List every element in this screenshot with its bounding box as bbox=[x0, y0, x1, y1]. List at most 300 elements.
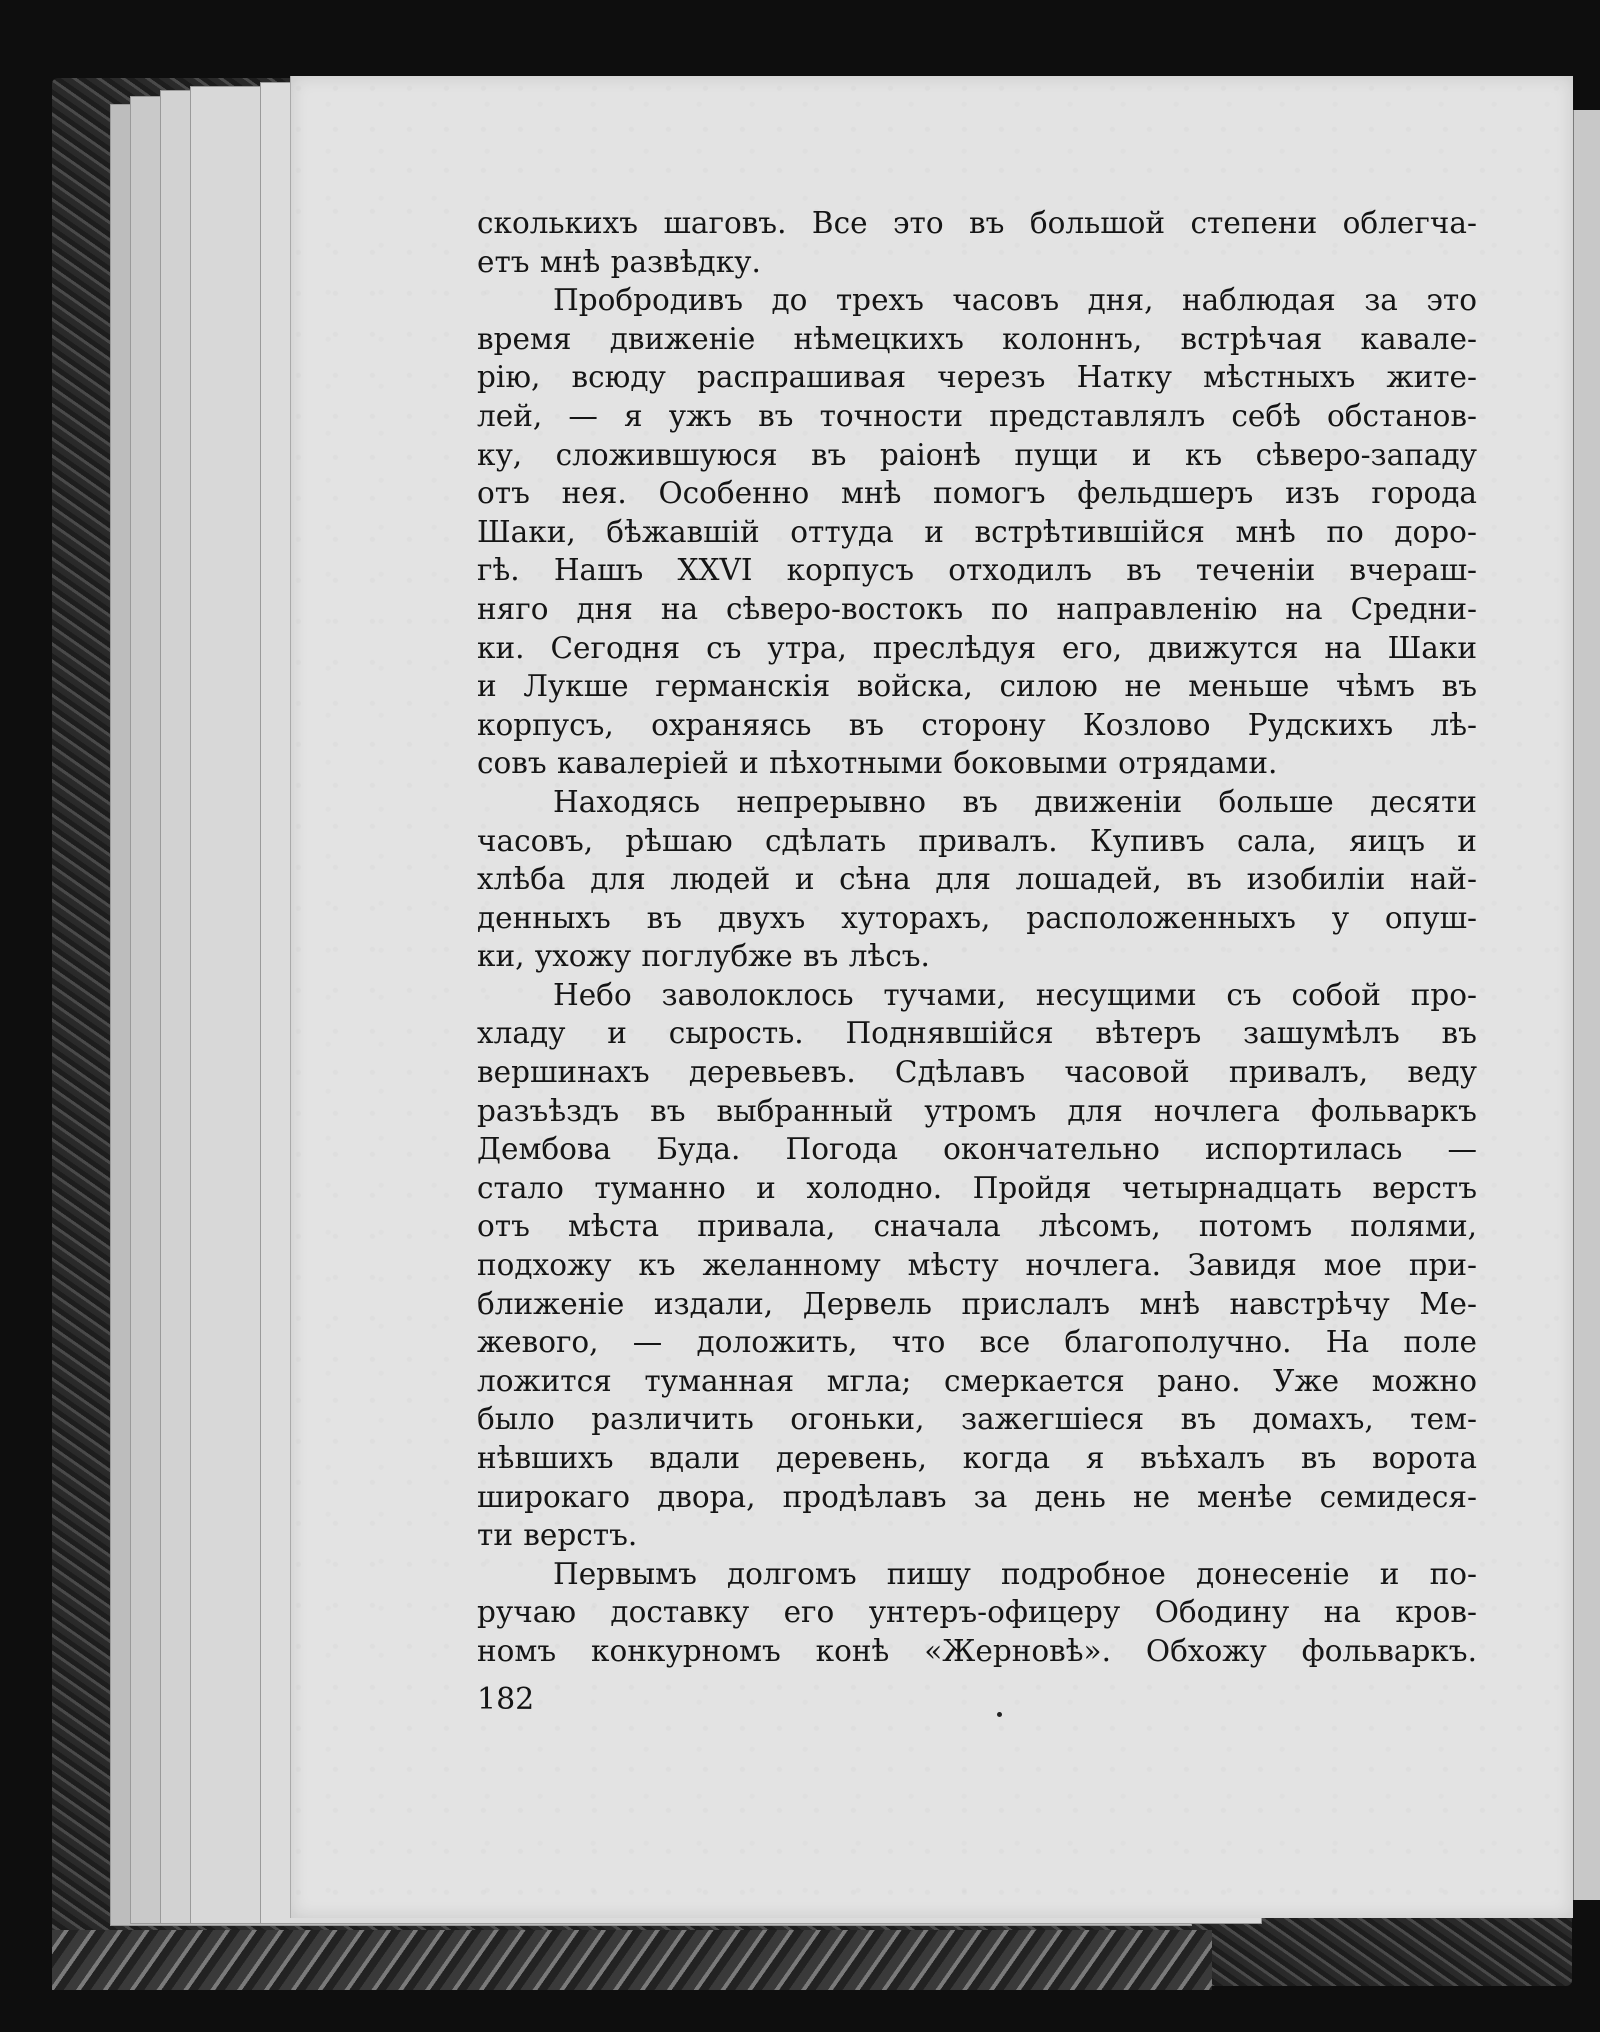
word: бѣжавшій bbox=[606, 514, 760, 549]
word: Завидя bbox=[1187, 1248, 1297, 1283]
word: Пройдя bbox=[972, 1170, 1092, 1205]
text-line bbox=[477, 822, 1477, 861]
word: ручаю bbox=[477, 1595, 577, 1630]
word: часовъ bbox=[952, 283, 1060, 318]
word: разъѣздъ bbox=[477, 1093, 620, 1128]
word: вершинахъ bbox=[477, 1055, 650, 1090]
word: рано. bbox=[1157, 1363, 1241, 1398]
word: издали, bbox=[653, 1286, 774, 1321]
word: представлялъ bbox=[989, 398, 1206, 433]
word: ки, bbox=[477, 939, 525, 974]
page-body-text bbox=[477, 204, 1477, 1671]
word: германскія bbox=[655, 669, 831, 704]
word: чѣмъ bbox=[1335, 669, 1415, 704]
word: На bbox=[1325, 1325, 1370, 1360]
word: — bbox=[1447, 1132, 1477, 1167]
word: Рудскихъ bbox=[1247, 707, 1394, 742]
word: мѣста bbox=[567, 1209, 660, 1244]
text-line bbox=[477, 1516, 1477, 1555]
word: облегча- bbox=[1342, 206, 1477, 240]
word: вчераш- bbox=[1349, 553, 1477, 588]
word: рію, bbox=[477, 360, 541, 395]
word: за bbox=[1364, 283, 1398, 318]
page-number: 182 bbox=[477, 1682, 535, 1717]
word: въ bbox=[1441, 669, 1477, 704]
word: кавалеріей bbox=[556, 746, 729, 781]
word: встрѣчая bbox=[1180, 321, 1323, 356]
word: сдѣлать bbox=[764, 823, 887, 858]
word: съ bbox=[1226, 977, 1262, 1012]
word: къ bbox=[638, 1248, 676, 1283]
word: отъ bbox=[477, 476, 530, 511]
facing-page-edge bbox=[1572, 110, 1600, 1900]
word: теченіи bbox=[1195, 553, 1316, 588]
word: въ bbox=[962, 784, 998, 819]
word: лѣ- bbox=[1430, 707, 1477, 742]
word: Шаки, bbox=[477, 514, 576, 549]
word: десяти bbox=[1370, 784, 1477, 819]
word: расположенныхъ bbox=[1026, 900, 1296, 935]
word: «Жерновѣ». bbox=[924, 1633, 1111, 1668]
word: силою bbox=[999, 669, 1098, 704]
word: я bbox=[623, 398, 643, 433]
word: сѣверо-востокъ bbox=[726, 591, 964, 626]
word: конѣ bbox=[815, 1633, 890, 1668]
word: деревьевъ. bbox=[688, 1055, 856, 1090]
word: хуторахъ, bbox=[841, 900, 991, 935]
word: Нашъ bbox=[553, 553, 644, 588]
word: туманно bbox=[594, 1170, 726, 1205]
word: Небо bbox=[553, 977, 632, 1012]
word: изобиліи bbox=[1246, 862, 1386, 897]
word: изъ bbox=[1285, 476, 1340, 511]
word: зашумѣлъ bbox=[1243, 1016, 1400, 1051]
word: пѣхотными bbox=[769, 746, 944, 781]
word: ложится bbox=[477, 1363, 612, 1398]
word: все bbox=[979, 1325, 1031, 1360]
word: людей bbox=[670, 862, 771, 897]
word: въ bbox=[1300, 1441, 1337, 1475]
word: меньше bbox=[1188, 669, 1310, 704]
word: сколькихъ bbox=[477, 206, 639, 240]
word: прислалъ bbox=[961, 1286, 1111, 1321]
word: номъ bbox=[477, 1633, 557, 1668]
word: опуш- bbox=[1384, 900, 1477, 935]
text-line bbox=[477, 667, 1477, 706]
text-line bbox=[477, 358, 1477, 397]
word: Обхожу bbox=[1145, 1633, 1267, 1668]
word: привалъ, bbox=[1228, 1055, 1369, 1090]
word: широкаго bbox=[477, 1479, 630, 1514]
word: лѣсомъ, bbox=[1038, 1209, 1161, 1244]
text-line bbox=[477, 1092, 1477, 1131]
word: у bbox=[1331, 900, 1350, 935]
word: время bbox=[477, 321, 572, 356]
word: пущи bbox=[1014, 437, 1099, 472]
word: помогъ bbox=[933, 476, 1046, 511]
word: мнѣ bbox=[1139, 1286, 1200, 1321]
word: верстъ. bbox=[523, 1518, 638, 1553]
word: оттуда bbox=[790, 514, 894, 549]
word: фольваркъ bbox=[1310, 1093, 1477, 1128]
word: раіонѣ bbox=[879, 437, 981, 472]
word: по bbox=[1326, 514, 1364, 549]
word: Натку bbox=[1076, 360, 1172, 395]
text-line bbox=[477, 629, 1477, 668]
word: веду bbox=[1407, 1055, 1477, 1090]
word: по- bbox=[1429, 1556, 1477, 1591]
word: черезъ bbox=[937, 360, 1046, 395]
text-line bbox=[477, 513, 1477, 552]
word: навстрѣчу bbox=[1229, 1286, 1390, 1321]
word: верстъ bbox=[1372, 1170, 1477, 1205]
print-speck bbox=[997, 1712, 1002, 1717]
text-line bbox=[477, 1400, 1477, 1439]
word: степени bbox=[1190, 206, 1318, 240]
word: подробное bbox=[1001, 1556, 1166, 1591]
word: и bbox=[1457, 823, 1477, 858]
text-line bbox=[477, 474, 1477, 513]
word: Первымъ bbox=[553, 1556, 697, 1591]
word: конкурномъ bbox=[591, 1633, 781, 1668]
text-line bbox=[477, 320, 1477, 359]
text-line bbox=[477, 436, 1477, 475]
text-line bbox=[477, 1053, 1477, 1092]
word: отъ bbox=[477, 1209, 530, 1244]
word: и bbox=[756, 1170, 776, 1205]
word: зажегшіеся bbox=[960, 1402, 1145, 1437]
word: унтеръ-офицеру bbox=[868, 1595, 1121, 1630]
word: и bbox=[924, 514, 944, 549]
word: XXVI bbox=[677, 553, 753, 588]
word: больше bbox=[1218, 784, 1334, 819]
word: себѣ bbox=[1231, 398, 1301, 433]
word: — bbox=[632, 1325, 663, 1360]
word: Ме- bbox=[1419, 1286, 1477, 1321]
word: най- bbox=[1410, 862, 1477, 897]
word: Сегодня bbox=[550, 630, 681, 665]
word: нѣвшихъ bbox=[477, 1441, 614, 1475]
word: огоньки, bbox=[790, 1402, 925, 1437]
word: Дервель bbox=[802, 1286, 932, 1321]
word: ночлега. bbox=[1025, 1248, 1161, 1283]
word: полями, bbox=[1350, 1209, 1477, 1244]
word: сложившуюся bbox=[555, 437, 778, 472]
word: етъ bbox=[477, 244, 530, 279]
word: лей, bbox=[477, 398, 543, 433]
word: совъ bbox=[477, 746, 547, 781]
word: для bbox=[590, 862, 646, 897]
word: въѣхалъ bbox=[1140, 1441, 1266, 1475]
word: отходилъ bbox=[948, 553, 1093, 588]
word: въ bbox=[758, 398, 794, 433]
word: точности bbox=[819, 398, 964, 433]
word: холодно. bbox=[806, 1170, 943, 1205]
word: Поднявшійся bbox=[845, 1016, 1054, 1051]
word: домахъ, bbox=[1252, 1402, 1374, 1437]
word: различить bbox=[591, 1402, 754, 1437]
word: няго bbox=[477, 591, 549, 626]
word: Все bbox=[811, 206, 868, 240]
word: нѣмецкихъ bbox=[793, 321, 964, 356]
word: гѣ. bbox=[477, 553, 520, 588]
text-line bbox=[477, 1632, 1477, 1671]
word: Ободину bbox=[1154, 1595, 1290, 1630]
word: четырнадцать bbox=[1121, 1170, 1342, 1205]
word: двухъ bbox=[717, 900, 806, 935]
word: въ bbox=[811, 437, 847, 472]
word: и bbox=[1379, 1556, 1400, 1591]
word: въ bbox=[969, 206, 1005, 240]
word: доро- bbox=[1394, 514, 1477, 549]
word: и bbox=[1131, 437, 1152, 472]
text-line bbox=[477, 590, 1477, 629]
word: ближеніе bbox=[477, 1286, 625, 1321]
word: наблюдая bbox=[1181, 283, 1336, 318]
word: я bbox=[1085, 1441, 1105, 1475]
word: Погода bbox=[785, 1132, 898, 1167]
word: его, bbox=[1062, 630, 1123, 665]
word: вдали bbox=[649, 1441, 741, 1475]
word: ночлега bbox=[1153, 1093, 1280, 1128]
word: боковыми bbox=[953, 746, 1108, 781]
word: несущими bbox=[1035, 977, 1197, 1012]
word: движутся bbox=[1148, 630, 1299, 665]
word: и bbox=[739, 746, 759, 781]
cover-marbled-edge bbox=[52, 1930, 1212, 1990]
word: фельдшеръ bbox=[1077, 476, 1254, 511]
word: отрядами. bbox=[1118, 746, 1278, 781]
word: потомъ bbox=[1198, 1209, 1313, 1244]
word: ку, bbox=[477, 437, 523, 472]
word: на bbox=[1285, 591, 1323, 626]
word: по bbox=[991, 591, 1029, 626]
word: въ bbox=[1186, 862, 1222, 897]
word: менѣе bbox=[1197, 1479, 1293, 1514]
text-line bbox=[477, 860, 1477, 899]
word: сала, bbox=[1236, 823, 1317, 858]
word: подхожу bbox=[477, 1248, 612, 1283]
text-line bbox=[477, 1130, 1477, 1169]
word: корпусъ bbox=[786, 553, 915, 588]
word: съ bbox=[706, 630, 742, 665]
word: развѣдку. bbox=[610, 244, 761, 279]
word: на bbox=[1323, 1595, 1361, 1630]
word: ужъ bbox=[668, 398, 732, 433]
word: это bbox=[893, 206, 944, 240]
word: мѣстныхъ bbox=[1203, 360, 1356, 395]
word: при- bbox=[1408, 1248, 1477, 1283]
word: распрашивая bbox=[697, 360, 907, 395]
word: Козлово bbox=[1082, 707, 1211, 742]
word: пишу bbox=[886, 1556, 971, 1591]
book-page bbox=[290, 76, 1573, 1918]
word: стало bbox=[477, 1170, 564, 1205]
text-line bbox=[477, 1014, 1477, 1053]
word: кров- bbox=[1395, 1595, 1477, 1630]
text-line bbox=[477, 976, 1477, 1015]
word: привалъ. bbox=[918, 823, 1058, 858]
word: войска, bbox=[856, 669, 973, 704]
text-line bbox=[477, 1362, 1477, 1401]
word: окончательно bbox=[943, 1132, 1160, 1167]
word: нея. bbox=[561, 476, 627, 511]
word: дня, bbox=[1087, 283, 1154, 318]
text-line bbox=[477, 899, 1477, 938]
word: про- bbox=[1410, 977, 1477, 1012]
word: мнѣ bbox=[1235, 514, 1296, 549]
word: Пробродивъ bbox=[553, 283, 743, 318]
text-line bbox=[477, 1169, 1477, 1208]
text-line bbox=[477, 281, 1477, 320]
word: обстанов- bbox=[1327, 398, 1477, 433]
word: тем- bbox=[1410, 1402, 1477, 1437]
word: его bbox=[783, 1595, 835, 1630]
word: часовъ, bbox=[477, 823, 594, 858]
text-line bbox=[477, 1593, 1477, 1632]
text-line bbox=[477, 783, 1477, 822]
word: заволоклось bbox=[661, 977, 854, 1012]
word: тучами, bbox=[883, 977, 1007, 1012]
word: до bbox=[771, 283, 808, 318]
word: всюду bbox=[571, 360, 666, 395]
word: встрѣтившійся bbox=[974, 514, 1205, 549]
word: трехъ bbox=[835, 283, 924, 318]
text-line bbox=[477, 1555, 1477, 1594]
word: часовой bbox=[1064, 1055, 1190, 1090]
word: къ bbox=[1184, 437, 1223, 472]
text-line bbox=[477, 744, 1477, 783]
word: двора, bbox=[657, 1479, 756, 1514]
word: сторону bbox=[921, 707, 1046, 742]
word: кавале- bbox=[1360, 321, 1477, 356]
word: желанному bbox=[702, 1248, 881, 1283]
text-line bbox=[477, 1439, 1477, 1478]
word: въ bbox=[646, 900, 682, 935]
word: выбранный bbox=[716, 1093, 894, 1128]
word: мгла; bbox=[826, 1363, 912, 1398]
word: туманная bbox=[644, 1363, 795, 1398]
word: на bbox=[660, 591, 699, 626]
word: можно bbox=[1371, 1363, 1477, 1398]
text-line bbox=[477, 706, 1477, 745]
word: утромъ bbox=[924, 1093, 1037, 1128]
word: привала, bbox=[697, 1209, 836, 1244]
word: мнѣ bbox=[539, 244, 601, 279]
word: движеніи bbox=[1034, 784, 1183, 819]
word: семидеся- bbox=[1319, 1479, 1477, 1514]
word: было bbox=[477, 1402, 555, 1437]
word: яицъ bbox=[1349, 823, 1426, 858]
word: хладу bbox=[477, 1016, 566, 1051]
word: испортилась bbox=[1204, 1132, 1403, 1167]
text-line bbox=[477, 1323, 1477, 1362]
word: большой bbox=[1029, 206, 1166, 240]
word: долгомъ bbox=[727, 1556, 857, 1591]
word: въ bbox=[650, 1093, 686, 1128]
text-line bbox=[477, 1285, 1477, 1324]
word: Особенно bbox=[658, 476, 810, 511]
word: шаговъ. bbox=[663, 206, 787, 240]
word: Буда. bbox=[656, 1132, 741, 1167]
word: поле bbox=[1403, 1325, 1477, 1360]
word: для bbox=[1067, 1093, 1123, 1128]
text-line bbox=[477, 551, 1477, 590]
word: Лукше bbox=[523, 669, 629, 704]
word: лѣсъ. bbox=[848, 939, 930, 974]
word: собой bbox=[1291, 977, 1381, 1012]
word: колоннъ, bbox=[1002, 321, 1143, 356]
word: охраняясь bbox=[651, 707, 812, 742]
word: Дембова bbox=[477, 1132, 612, 1167]
word: ворота bbox=[1372, 1441, 1477, 1475]
word: Уже bbox=[1273, 1363, 1340, 1398]
word: сѣверо-западу bbox=[1255, 437, 1477, 472]
word: въ bbox=[1441, 1016, 1477, 1051]
word: въ bbox=[803, 939, 839, 974]
word: дня bbox=[576, 591, 633, 626]
word: ти bbox=[477, 1518, 513, 1553]
word: сырость. bbox=[668, 1016, 804, 1051]
word: — bbox=[568, 398, 598, 433]
word: за bbox=[973, 1479, 1008, 1514]
word: Купивъ bbox=[1089, 823, 1205, 858]
word: Сдѣлавъ bbox=[894, 1055, 1026, 1090]
word: деревень, bbox=[775, 1441, 927, 1475]
word: Средни- bbox=[1350, 591, 1477, 626]
word: мнѣ bbox=[841, 476, 902, 511]
word: продѣлавъ bbox=[782, 1479, 947, 1514]
word: направленію bbox=[1056, 591, 1258, 626]
word: донесеніе bbox=[1196, 1556, 1350, 1591]
text-line bbox=[477, 243, 1477, 282]
word: ки. bbox=[477, 630, 525, 665]
word: что bbox=[891, 1325, 946, 1360]
word: ухожу bbox=[534, 939, 632, 974]
text-line bbox=[477, 937, 1477, 976]
word: денныхъ bbox=[477, 900, 611, 935]
word: для bbox=[935, 862, 991, 897]
word: благополучно. bbox=[1064, 1325, 1292, 1360]
word: Шаки bbox=[1387, 630, 1477, 665]
word: непрерывно bbox=[736, 784, 927, 819]
word: корпусъ, bbox=[477, 707, 614, 742]
word: въ bbox=[1180, 1402, 1217, 1437]
word: не bbox=[1124, 669, 1162, 704]
word: фольваркъ. bbox=[1301, 1633, 1477, 1668]
word: и bbox=[477, 669, 497, 704]
text-line bbox=[477, 397, 1477, 436]
word: на bbox=[1324, 630, 1362, 665]
word: поглубже bbox=[641, 939, 793, 974]
word: не bbox=[1132, 1479, 1171, 1514]
word: сѣна bbox=[839, 862, 911, 897]
word: жевого, bbox=[477, 1325, 599, 1360]
word: и bbox=[794, 862, 815, 897]
word: преслѣдуя bbox=[872, 630, 1037, 665]
word: жите- bbox=[1386, 360, 1477, 395]
word: и bbox=[607, 1016, 627, 1051]
word: сначала bbox=[873, 1209, 1001, 1244]
word: когда bbox=[962, 1441, 1051, 1475]
text-line bbox=[477, 1246, 1477, 1285]
text-line bbox=[477, 1478, 1477, 1517]
word: мое bbox=[1323, 1248, 1382, 1283]
text-line bbox=[477, 1207, 1477, 1246]
word: движеніе bbox=[609, 321, 756, 356]
word: хлѣба bbox=[477, 862, 566, 897]
word: Находясь bbox=[553, 784, 701, 819]
